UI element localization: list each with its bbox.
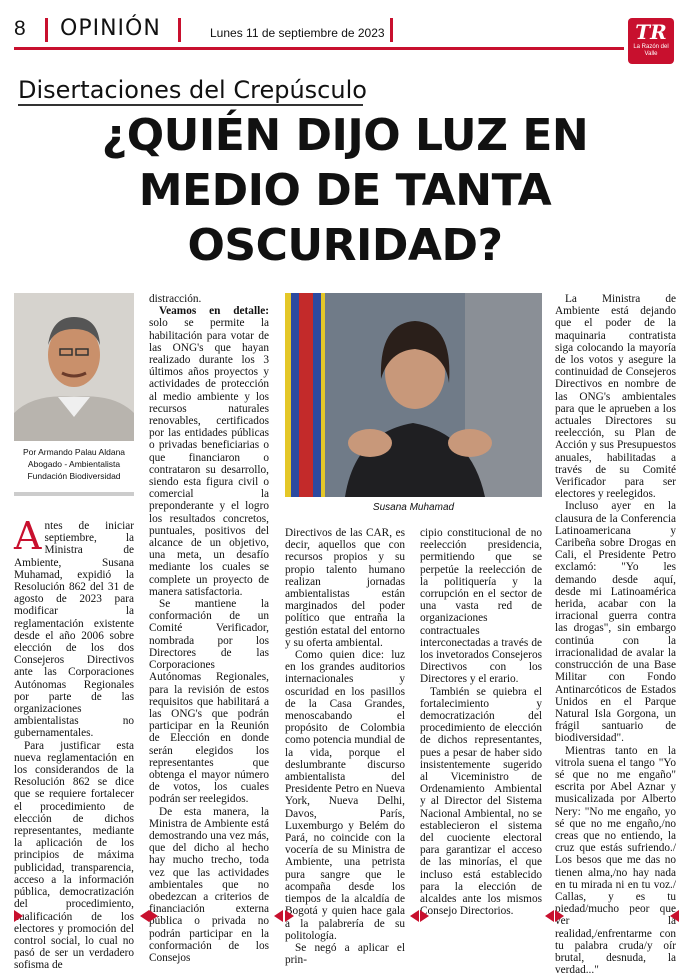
kicker-underline — [18, 104, 363, 106]
back-arrow-icon — [410, 910, 419, 922]
paragraph: Directivos de las CAR, es decir, aquellos que con recursos propios y su propio talento humano realizan jornadas ambientalistas están marginados del poder político que entraña la gestión estatal del entorno y su oferta ambiental. — [285, 527, 405, 649]
continue-arrow-icon — [555, 910, 564, 922]
author-name: Por Armando Palau Aldana — [22, 447, 126, 457]
author-photo — [14, 293, 134, 441]
page-header — [0, 0, 688, 62]
paragraph: Incluso ayer en la clausura de la Conferencia Latinoamericana y Caribeña sobre Drogas en Cali, el Presidente Petro exclamó: "Yo les demando desde aquí, desde mi Latinoamérica herida, acabar con la irracional guerra contra las drogas", sin embargo continúa con la irracionalidad de avalar la construcción de una Base Militar con Fondo Antinarcóticos de Estados Unidos en el Parque Natural Isla Gorgona, un frágil santuario de biodiversidad". — [555, 500, 676, 745]
article-column-1 — [14, 514, 134, 972]
continue-arrow-icon — [149, 910, 158, 922]
paragraph: solo se permite la habilitación para votar de las ONG's que hayan realizado durante los 3 últimos años proyectos y actividades de protección al medio ambiente y los recursos naturales renovables, certificados por las entidades públicas o privadas beneficiarias o que financiaron o contrataron su desarrollo, siendo esta figura civil o comercial la preponderante y el logro los resultados concretos, puntuales, positivos del alcance de un objetivo, una meta, un desafío mediante los cuales se complete un proyecto de manera satisfactoria. — [149, 317, 269, 598]
drop-cap: A — [14, 514, 42, 558]
page-number: 8 — [14, 17, 26, 40]
back-arrow-icon — [670, 910, 679, 922]
paragraph: Como quien dice: luz en los grandes auditorios internacionales y oscuridad en los pasillos de la Casa Grandes, menoscabando el propósito de Colombia como potencia mundial de la vida, porque el deslumbrante discurso ambientalista del Presidente Petro en Nueva York, Nueva Delhi, Davos, París, Luxemburgo y Belém do Pará, no coincide con la vocería de su Ministra de Ambiente, una petrista pura sangre que le acompaña desde los tiempos de la alcaldía de Bogotá y quien hace gala a la palabrería de su politología. — [285, 649, 405, 942]
photo-caption: Susana Muhamad — [372, 502, 455, 513]
subhead: Veamos en detalle: — [159, 305, 269, 318]
paragraph: De esta manera, la Ministra de Ambiente está demostrando una vez más, que del dicho al hecho hay mucho trecho, toda vez que las actividades ambientales que no obedezcan a criterios de financiación externa pública o privada no podrán participar en la conformación de los Consejos — [149, 805, 269, 964]
header-divider — [178, 18, 181, 42]
newspaper-logo: TR La Razón del Valle — [628, 18, 674, 64]
article-column-5 — [555, 293, 676, 976]
paragraph: cipio constitucional de no reelección presidencia, permitiendo que se perpetúe la reelección de la politiquería y la corrupción en el sector de una vasta red de organizaciones contractuales interconectadas a través de los invetorados Consejeros Directivos con los Directores y el erario. — [420, 527, 542, 686]
column-kicker: Disertaciones del Crepúsculo — [18, 76, 367, 104]
paragraph: Se mantiene la conformación de un Comité Verificador, nombrada por los Directores de las Corporaciones Autónomas Regionales, para la revisión de estos requisitos que habilitará a las ONG's que podrán participar en la Reunión de Elección en donde serán elegidos los representantes que obtenga el mayor número de votos, los cuales podrán ser reelegidos. — [149, 598, 269, 806]
header-divider — [45, 18, 48, 42]
section-title: OPINIÓN — [60, 16, 161, 41]
paragraph: Mientras tanto en la vitrola suena el tango "Yo sé que no me engaño" escrita por Abel Aznar y musicalizada por Alberto Nery: "No me engaño, yo sé que no me engaño,/no creas que no entiendo, la cruz que estás sufriendo./ Los besos que me das no tienen alma,/no hay nada en tu mirada ni en tu voz./ Callas, y es tu piedad/mucho peor que ver la realidad,/enfrentarme con tu palabra cruda/y oír brutal, desnuda, la verdad..." — [555, 744, 676, 976]
paragraph: Se negó a aplicar el prin- — [285, 941, 405, 967]
continue-arrow-icon — [285, 910, 294, 922]
paragraph: distracción. — [149, 293, 202, 305]
header-divider — [390, 18, 393, 42]
issue-date: Lunes 11 de septiembre de 2023 — [210, 26, 385, 40]
continue-arrow-icon — [420, 910, 429, 922]
paragraph: La Ministra de Ambiente está dejando que el poder de la maquinaria contratista siga colocando la mayoría de los votos y asegure la continuidad de Consejeros Directivos en nombre de las ONG's ambientales para que le aprueben a los actuales Directores su reelección, su Plan de Acción y sus Presupuestos anuales, habilitadas a través de su Comité Verificador para ser electores y reelegidos. — [555, 293, 676, 501]
article-column-4 — [420, 527, 542, 918]
article-photo — [285, 293, 542, 497]
byline-rule — [14, 492, 134, 496]
back-arrow-icon — [545, 910, 554, 922]
back-arrow-icon — [140, 910, 149, 922]
headline: ¿QUIÉN DIJO LUZ EN MEDIO DE TANTA OSCURIDAD? — [101, 110, 589, 271]
paragraph: También se quiebra el fortalecimiento y democratización del procedimiento de elección de dichos representantes, pues a pesar de haber sido insistentemente sugerido al Viceministro de Ordenamiento Ambiental y al Director del Sistema Nacional Ambiental, no se establecieron el sistema del cuociente electoral para garantizar el acceso de las minorías, el que incluso está establecido para la elección de alcaldes ante los mismos Consejo Directorios. — [420, 685, 542, 918]
paragraph: Para justificar esta nueva reglamentación en los considerandos de la Resolución 862 se dice que se requiere fortalecer el procedimiento de elección de dichos representantes, mediante la aplicación de los principios de máxima publicidad, transparencia, acceso a la información pública, democratización del procedimiento, cualificación de los electores y promoción del control social, lo cual no pasó de ser un verdadero sofisma de — [14, 739, 134, 972]
article-column-2 — [149, 293, 269, 964]
paragraph: ntes de iniciar septiembre, la Ministra de Ambiente, Susana Muhamad, expidió la Resolución 862 del 31 de agosto de 2023 para modificar la reglamentación existente desde el año 2006 sobre elección de los dos Consejeros Directivos ante las Corporaciones Autónomas Regionales por parte de las organizaciones ambientalistas no gubernamentales. — [14, 520, 134, 740]
header-rule — [14, 47, 624, 50]
author-org: Fundación Biodiversidad — [27, 471, 121, 481]
article-column-3 — [285, 527, 405, 966]
back-arrow-icon — [274, 910, 283, 922]
author-title: Abogado - Ambientalista — [27, 459, 121, 469]
author-byline — [14, 446, 134, 482]
continue-arrow-icon — [14, 910, 23, 922]
